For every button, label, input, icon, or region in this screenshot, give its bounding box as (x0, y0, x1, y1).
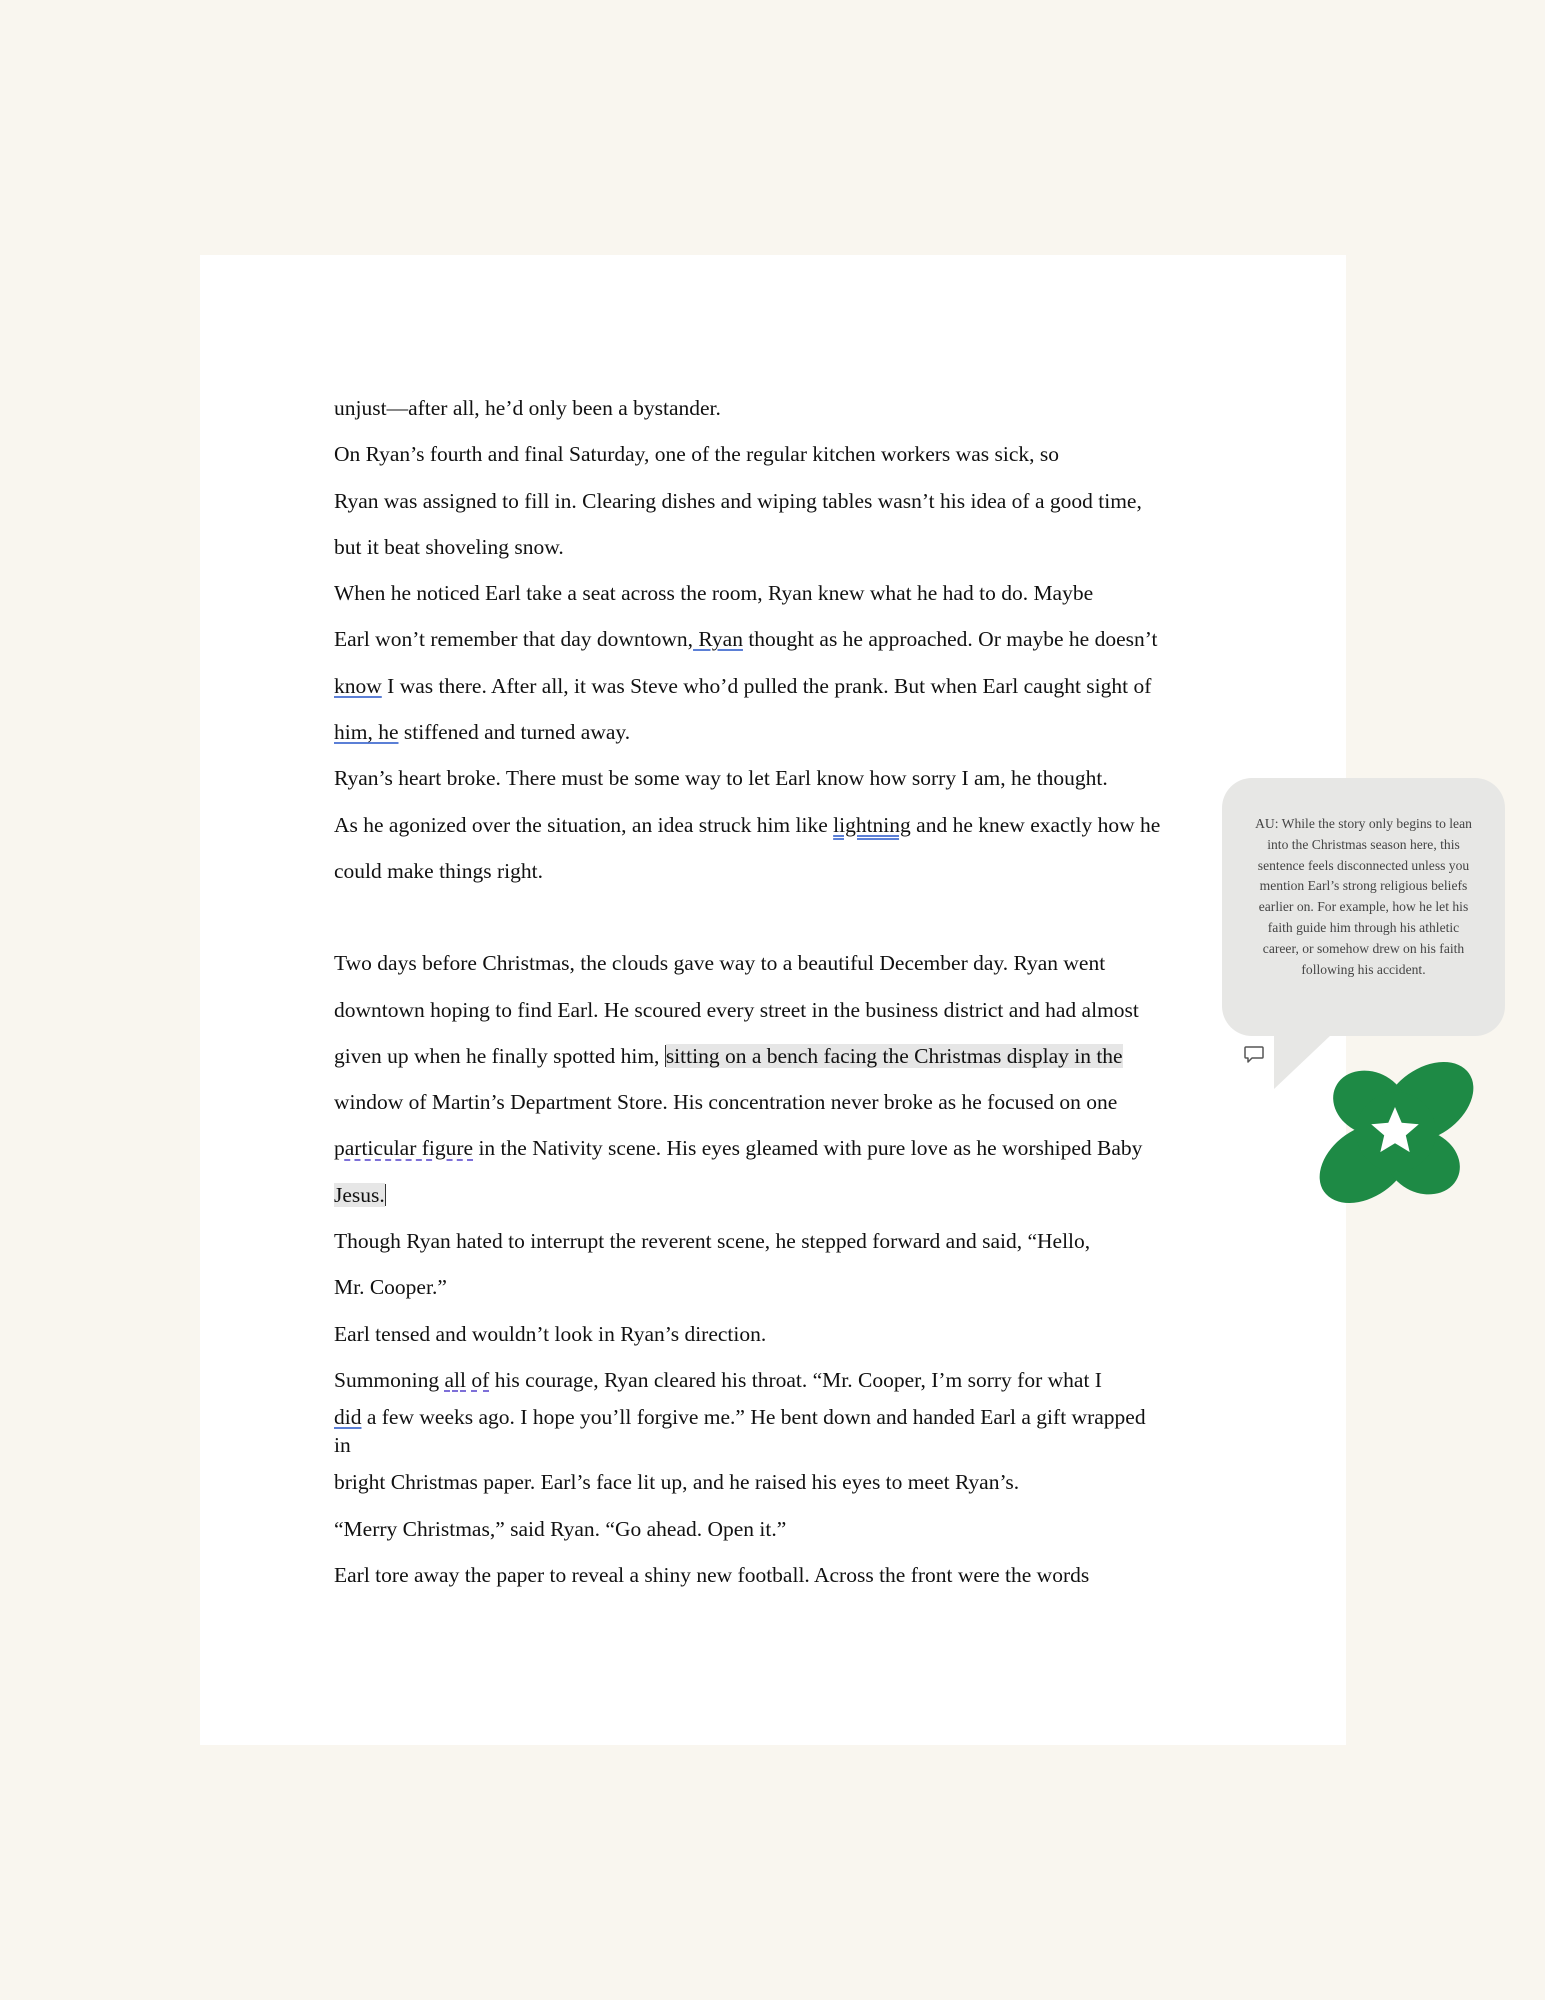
text-run: his courage, Ryan cleared his throat. “Mr. Cooper, I’m sorry for what I (489, 1367, 1102, 1392)
commented-text[interactable]: Jesus. (334, 1182, 385, 1207)
text-run: Earl won’t remember that day downtown, (334, 627, 694, 652)
text-line (334, 1172, 1209, 1218)
text-line: bright Christmas paper. Earl’s face lit up, and he raised his eyes to meet Ryan’s. (334, 1470, 1020, 1495)
text-run: thought as he approached. Or maybe he doesn’t (742, 627, 1158, 652)
text-line (334, 663, 1209, 709)
text-line: When he noticed Earl take a seat across the room, Ryan knew what he had to do. Maybe (334, 581, 1094, 606)
text-line: Earl tore away the paper to reveal a shiny new football. Across the front were the words (334, 1562, 1090, 1587)
text-line: Ryan’s heart broke. There must be some way to let Earl know how sorry I am, he thought. (334, 766, 1108, 791)
text-line (334, 1033, 1209, 1079)
text-line (334, 709, 1209, 755)
text-run: in the Nativity scene. His eyes gleamed with pure love as he worshiped Baby (473, 1136, 1143, 1161)
grammar-suggestion[interactable]: know (334, 673, 382, 698)
text-line: “Merry Christmas,” said Ryan. “Go ahead. Open it.” (334, 1516, 787, 1541)
text-line: but it beat shoveling snow. (334, 534, 564, 559)
text-line: Though Ryan hated to interrupt the reverent scene, he stepped forward and said, “Hello, (334, 1229, 1091, 1254)
text-cursor (385, 1184, 386, 1206)
text-run: given up when he finally spotted him, (334, 1043, 665, 1068)
manuscript-body[interactable] (334, 385, 1209, 1598)
text-line: Two days before Christmas, the clouds gave way to a beautiful December day. Ryan went (334, 951, 1106, 976)
text-line: in (334, 1433, 351, 1458)
text-line: could make things right. (334, 858, 543, 883)
paragraph-break (334, 894, 1209, 940)
text-line (334, 1357, 1209, 1403)
comment-text: AU: While the story only begins to lean into the Christmas season here, this sentence feels disconnected unless you mention Earl’s strong religious beliefs earlier on. For example, how he let his faith guide him through his athletic career, or somehow drew on his faith following his accident. (1255, 816, 1472, 977)
text-run: and he knew exactly how he (910, 812, 1161, 837)
text-line: Earl tensed and wouldn’t look in Ryan’s direction. (334, 1321, 767, 1346)
text-line (334, 802, 1209, 848)
text-line (334, 616, 1209, 662)
comment-bubble[interactable] (1222, 778, 1505, 1036)
text-run: I was there. After all, it was Steve who’d pulled the prank. But when Earl caught sight of (381, 673, 1152, 698)
style-suggestion[interactable]: all (444, 1367, 467, 1392)
text-run: stiffened and turned away. (398, 720, 631, 745)
style-suggestion[interactable]: of (471, 1367, 490, 1392)
text-line: unjust—after all, he’d only been a bystander. (334, 396, 721, 420)
clover-star-icon[interactable] (1310, 1060, 1480, 1205)
text-line: downtown hoping to find Earl. He scoured every street in the business district and had almost (334, 997, 1139, 1022)
text-line (334, 1125, 1209, 1171)
style-suggestion[interactable]: particular figure (334, 1136, 474, 1161)
document-page (200, 255, 1346, 1745)
text-run: a few weeks ago. I hope you’ll forgive me.” He bent down and handed Earl a gift wrapped (361, 1405, 1146, 1430)
text-run: Summoning (334, 1367, 445, 1392)
text-line: Ryan was assigned to fill in. Clearing dishes and wiping tables wasn’t his idea of a good time, (334, 488, 1142, 513)
comment-icon[interactable] (1243, 1045, 1265, 1065)
grammar-suggestion[interactable]: Ryan (693, 627, 743, 652)
grammar-suggestion[interactable]: him, he (334, 720, 399, 745)
text-line: On Ryan’s fourth and final Saturday, one of the regular kitchen workers was sick, so (334, 442, 1059, 467)
text-line: window of Martin’s Department Store. His concentration never broke as he focused on one (334, 1090, 1118, 1115)
grammar-suggestion[interactable]: did (334, 1405, 362, 1430)
grammar-suggestion[interactable]: lightning (833, 812, 911, 837)
text-line: Mr. Cooper.” (334, 1275, 447, 1300)
text-run: As he agonized over the situation, an idea struck him like (334, 812, 834, 837)
commented-text[interactable]: sitting on a bench facing the Christmas display in the (665, 1043, 1123, 1068)
text-line (334, 1403, 1209, 1431)
